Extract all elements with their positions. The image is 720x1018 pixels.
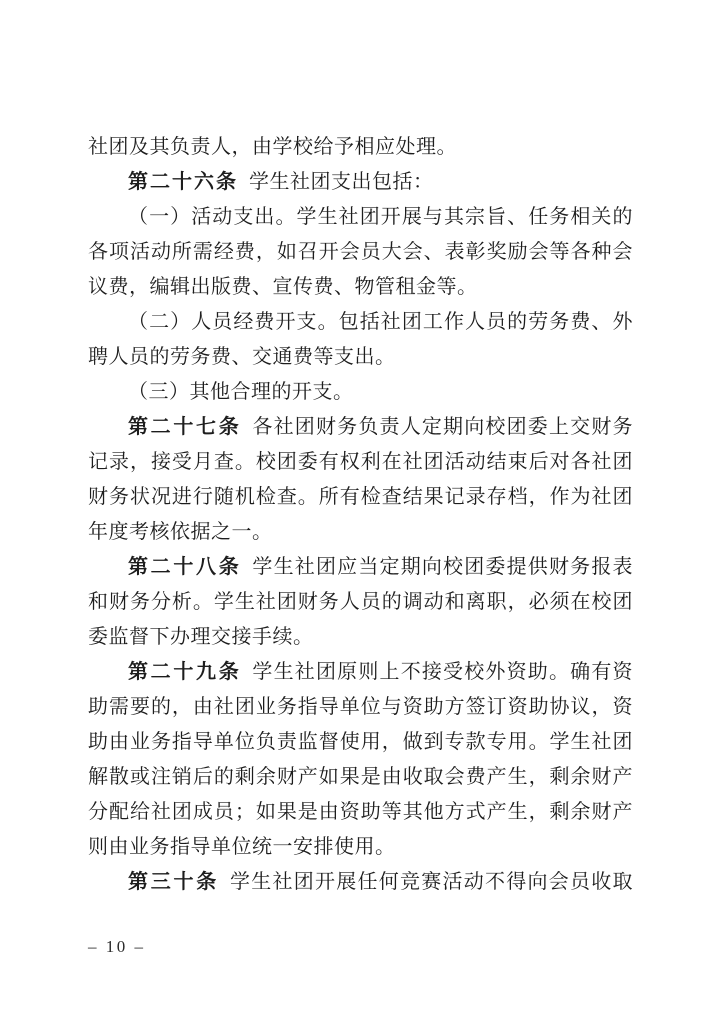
text-line: 助由业务指导单位负责监督使用，做到专款专用。学生社团	[88, 731, 633, 753]
text-line: 则由业务指导单位统一安排使用。	[88, 836, 396, 858]
article-heading-line	[88, 550, 633, 585]
article-heading-line	[88, 865, 633, 900]
page-number: – 10 –	[88, 937, 146, 956]
article-number: 第二十六条	[128, 171, 238, 193]
article-text: 学生社团开展任何竞赛活动不得向会员收取	[230, 871, 633, 893]
text-line: 委监督下办理交接手续。	[88, 626, 314, 648]
article-number: 第二十八条	[128, 556, 242, 578]
article-text: 学生社团应当定期向校团委提供财务报表	[252, 556, 634, 578]
article-heading-line	[88, 165, 633, 200]
text-line: 和财务分析。学生社团财务人员的调动和离职，必须在校团	[88, 591, 633, 613]
document-body	[88, 130, 633, 900]
article-text: 学生社团支出包括：	[249, 171, 434, 193]
article-number: 第二十七条	[128, 416, 242, 438]
text-line: 分配给社团成员；如果是由资助等其他方式产生，剩余财产	[88, 801, 633, 823]
text-line: 聘人员的劳务费、交通费等支出。	[88, 346, 396, 368]
text-line: 年度考核依据之一。	[88, 521, 273, 543]
article-heading-line	[88, 410, 633, 445]
article-text: 各社团财务负责人定期向校团委上交财务	[252, 416, 634, 438]
article-text: 学生社团原则上不接受校外资助。确有资	[252, 661, 634, 683]
article-number: 第二十九条	[128, 661, 242, 683]
article-number: 第三十条	[128, 871, 219, 893]
text-line: 解散或注销后的剩余财产如果是由收取会费产生，剩余财产	[88, 766, 633, 788]
article-heading-line	[88, 655, 633, 690]
text-line: （三）其他合理的开支。	[128, 381, 354, 403]
text-line: 助需要的，由社团业务指导单位与资助方签订资助协议，资	[88, 696, 633, 718]
text-line: （一）活动支出。学生社团开展与其宗旨、任务相关的	[128, 206, 633, 228]
text-line: 社团及其负责人，由学校给予相应处理。	[88, 136, 457, 158]
text-line: 议费，编辑出版费、宣传费、物管租金等。	[88, 276, 478, 298]
text-line: （二）人员经费开支。包括社团工作人员的劳务费、外	[128, 311, 633, 333]
text-line: 各项活动所需经费，如召开会员大会、表彰奖励会等各种会	[88, 241, 633, 263]
text-line: 财务状况进行随机检查。所有检查结果记录存档，作为社团	[88, 486, 633, 508]
text-line: 记录，接受月查。校团委有权利在社团活动结束后对各社团	[88, 451, 633, 473]
